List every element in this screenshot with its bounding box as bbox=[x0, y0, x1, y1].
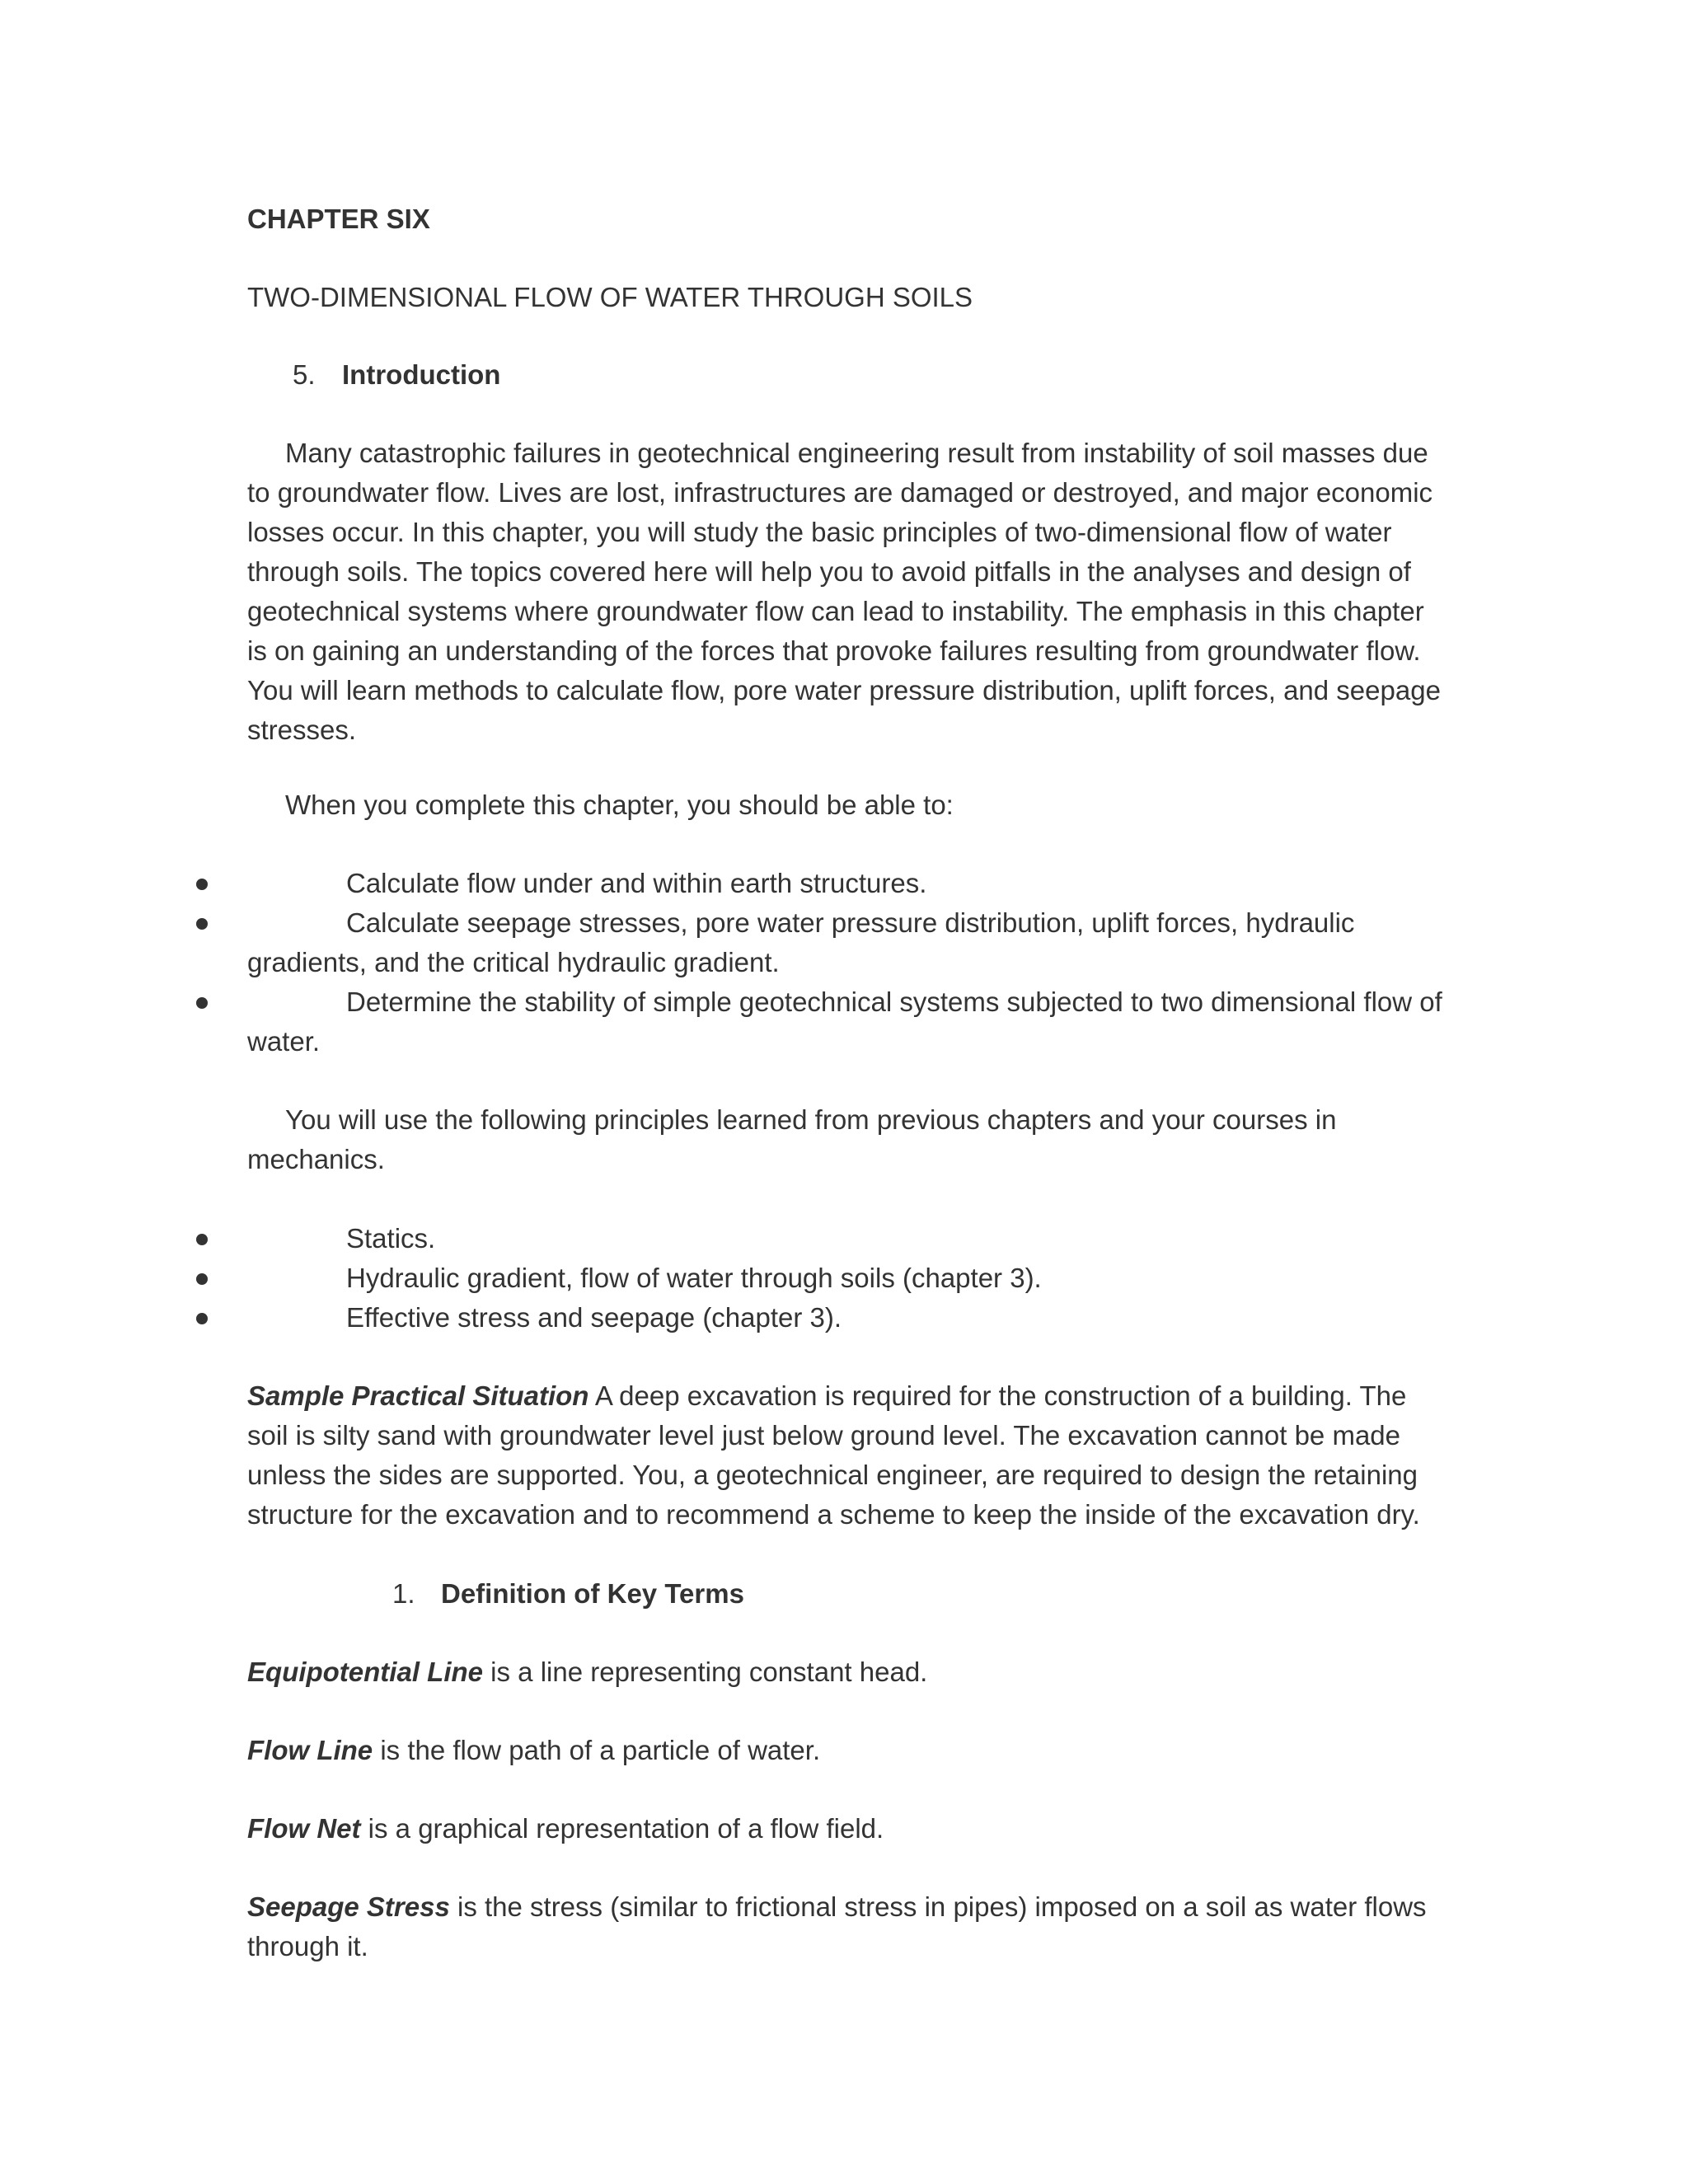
term-seepage-stress bbox=[247, 1887, 1442, 1966]
section-number: 1. bbox=[392, 1578, 415, 1609]
term-definition: is the stress (similar to frictional stress in pipes) imposed on a soil as water flows through it. bbox=[247, 1891, 1427, 1961]
list-item-text: Calculate seepage stresses, pore water pressure distribution, uplift forces, hydraulic gradients, and the critical hydraulic gradient. bbox=[247, 907, 1355, 977]
bullet-icon bbox=[196, 1313, 208, 1324]
term-definition: is a graphical representation of a flow field. bbox=[360, 1813, 884, 1844]
intro-paragraph: Many catastrophic failures in geotechnical engineering result from instability of soil masses due to groundwater flow. Lives are lost, infrastructures are damaged or destroyed, and major economic losses occur. In this chapter, you will study the basic principles of two-dimensional flow of water through soils. The topics covered here will help you to avoid pitfalls in the analyses and design of geotechnical systems where groundwater flow can lead to instability. The emphasis in this chapter is on gaining an understanding of the forces that provoke failures resulting from groundwater flow. You will learn methods to calculate flow, pore water pressure distribution, uplift forces, and seepage stresses. bbox=[247, 438, 1441, 745]
chapter-label: CHAPTER SIX bbox=[247, 204, 430, 234]
bullet-icon bbox=[196, 1234, 208, 1245]
list-item-text: Effective stress and seepage (chapter 3). bbox=[346, 1302, 842, 1333]
objectives-lead: When you complete this chapter, you should be able to: bbox=[285, 790, 954, 820]
principles-lead: You will use the following principles learned from previous chapters and your courses in mechanics. bbox=[247, 1104, 1337, 1174]
bullet-icon bbox=[196, 997, 208, 1009]
list-item-text: Calculate flow under and within earth structures. bbox=[346, 868, 927, 898]
bullet-icon bbox=[196, 879, 208, 890]
chapter-title: TWO-DIMENSIONAL FLOW OF WATER THROUGH SOILS bbox=[247, 282, 973, 312]
term-equipotential-line bbox=[247, 1652, 1442, 1692]
term-label: Flow Net bbox=[247, 1813, 361, 1844]
list-item-text: Hydraulic gradient, flow of water through soils (chapter 3). bbox=[346, 1263, 1042, 1293]
term-flow-line bbox=[247, 1731, 1442, 1770]
term-label: Equipotential Line bbox=[247, 1657, 483, 1687]
section-title: Introduction bbox=[342, 359, 501, 390]
term-flow-net bbox=[247, 1809, 1442, 1849]
sample-text: A deep excavation is required for the construction of a building. The soil is silty sand with groundwater level just below ground level. The excavation cannot be made unless the sides are supported. You, a geotechnical engineer, are required to design the retaining structure for the excavation and to recommend a scheme to keep the inside of the excavation dry. bbox=[247, 1380, 1420, 1530]
term-definition: is the flow path of a particle of water. bbox=[373, 1735, 821, 1765]
bullet-icon bbox=[196, 1273, 208, 1285]
term-label: Seepage Stress bbox=[247, 1891, 450, 1922]
term-definition: is a line representing constant head. bbox=[483, 1657, 928, 1687]
term-label: Flow Line bbox=[247, 1735, 373, 1765]
sample-label: Sample Practical Situation bbox=[247, 1380, 589, 1411]
bullet-icon bbox=[196, 918, 208, 930]
section-number: 5. bbox=[293, 359, 316, 390]
list-item-text: Statics. bbox=[346, 1223, 436, 1254]
sample-practical-situation bbox=[247, 1376, 1442, 1535]
section-title: Definition of Key Terms bbox=[441, 1578, 744, 1609]
list-item-text: Determine the stability of simple geotechnical systems subjected to two dimensional flow of water. bbox=[247, 987, 1442, 1057]
